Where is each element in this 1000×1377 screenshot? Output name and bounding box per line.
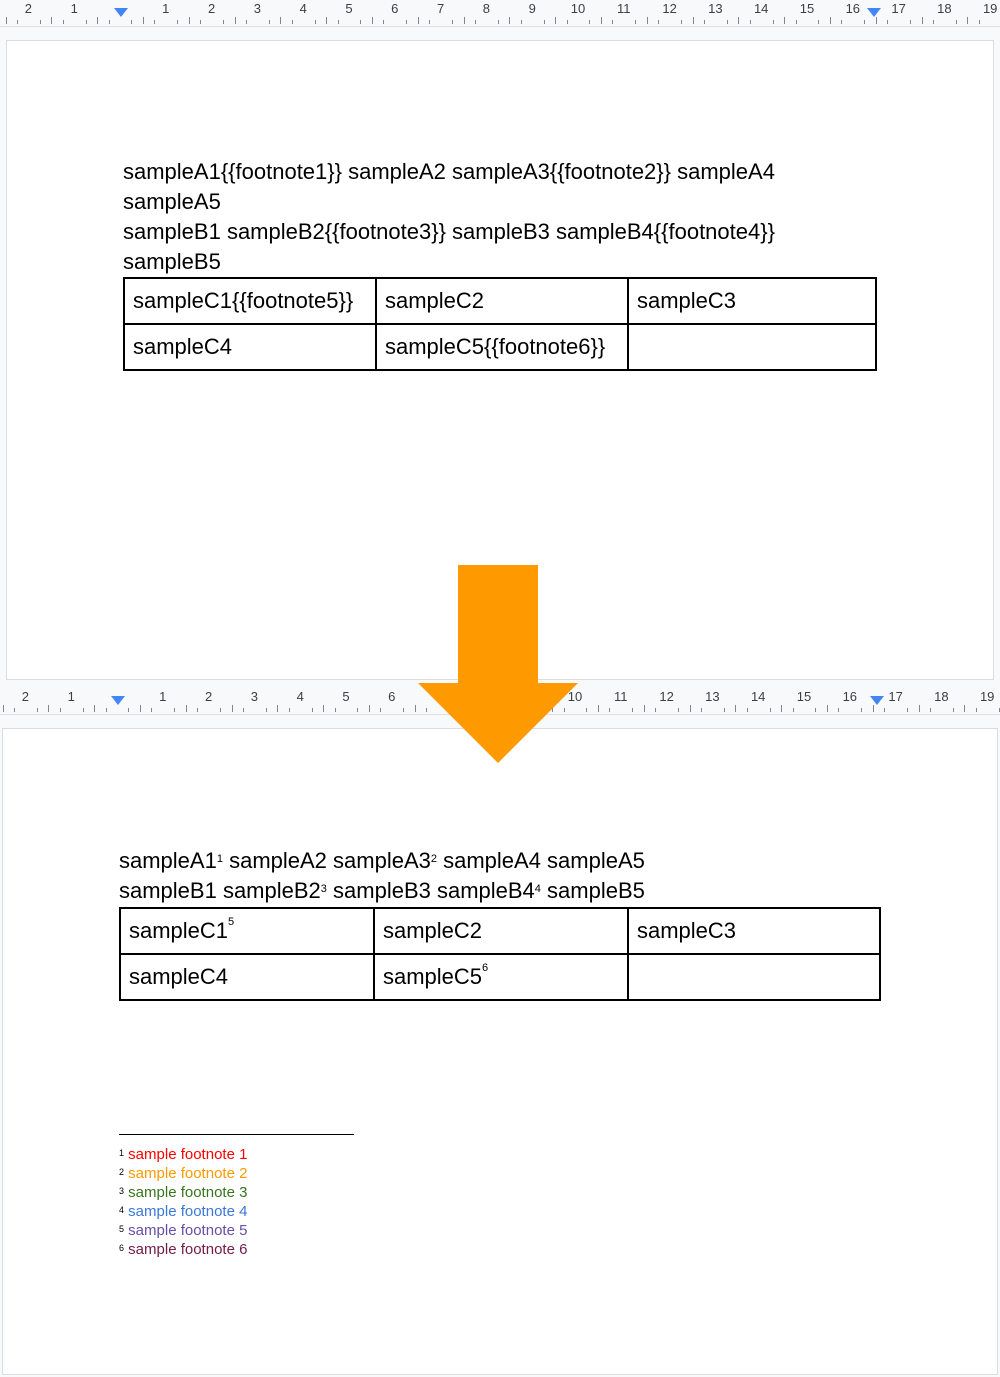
footnote-item: $^1$ sample footnote 1 [119,1146,248,1163]
ruler-label: 13 [708,1,723,16]
ruler-tick [704,20,705,24]
ruler-tick [151,708,152,712]
ruler-label: 1 [159,689,167,704]
ruler-tick [770,708,771,712]
ruler-tick [598,705,599,712]
ruler-label: 2 [24,1,33,16]
ruler-tick [644,705,645,712]
ruler-tick [177,20,178,24]
ruler-tick [60,708,61,712]
ruler-tick [86,20,87,24]
table-cell[interactable]: sampleC3 [628,908,880,954]
ruler-tick [323,705,324,712]
ruler-tick [953,708,954,712]
ruler-tick [131,20,132,24]
ruler-tick [140,705,141,712]
ruler-tick [106,708,107,712]
right-margin-marker-icon[interactable] [867,8,881,17]
ruler-tick [315,20,316,24]
ruler-tick [6,17,7,24]
ruler-tick [784,17,785,24]
ruler-tick [658,20,659,24]
ruler-tick [919,705,920,712]
ruler-tick [97,17,98,24]
ruler-label: 16 [842,689,858,704]
ruler-label: 3 [250,689,259,704]
footnote-item: $^5$ sample footnote 5 [119,1222,248,1239]
ruler-label: 4 [296,689,304,704]
ruler-tick [701,708,702,712]
ruler-tick [815,708,816,712]
ruler-tick [232,705,233,712]
ruler-label: 3 [253,1,262,16]
ruler-label: 17 [888,689,903,704]
ruler-tick [83,708,84,712]
ruler-tick [647,17,648,24]
ruler-label: 18 [937,1,952,16]
footnote-reference[interactable]: 6 [482,962,489,974]
ruler-tick [372,17,373,24]
footnote-reference[interactable]: 5 [228,916,235,928]
ruler-tick [738,17,739,24]
ruler-label: 1 [67,689,75,704]
ruler-label: 11 [617,1,631,16]
table-cell[interactable]: sampleC1{{footnote5}} [124,278,376,324]
ruler-tick [406,20,407,24]
ruler-tick [243,708,244,712]
table-cell[interactable]: sampleC2 [374,908,628,954]
ruler-tick [326,17,327,24]
ruler-tick [189,17,190,24]
right-margin-marker-icon[interactable] [870,696,884,705]
footnote-reference[interactable]: 3 [320,883,327,895]
ruler-label: 1 [70,1,78,16]
ruler-label: 10 [567,689,583,704]
ruler-tick [357,708,358,712]
table-row [120,908,880,954]
ruler-label: 14 [753,1,769,16]
ruler-tick [612,20,613,24]
ruler-label: 4 [299,1,307,16]
ruler-label: 15 [796,689,812,704]
after-paragraph-2: sampleB1 $sampleB2^3$ sampleB3 $sampleB4^4$ sampleB5 [119,878,645,903]
ruler-tick [690,705,691,712]
ruler-tick [922,17,923,24]
ruler-tick [964,705,965,712]
ruler-label: 10 [570,1,586,16]
ruler-label: 2 [207,1,216,16]
ruler-tick [51,17,52,24]
ruler-label: 5 [342,689,350,704]
ruler-tick [369,705,370,712]
ruler-tick [887,20,888,24]
ruler-tick [335,708,336,712]
ruler-label: 12 [659,689,674,704]
ruler-tick [933,20,934,24]
ruler-tick [601,17,602,24]
ruler-tick [907,708,908,712]
ruler-tick [827,705,828,712]
ruler-tick [464,17,465,24]
ruler-tick [976,708,977,712]
ruler-tick [429,20,430,24]
ruler-tick [40,20,41,24]
ruler-tick [589,20,590,24]
ruler-tick [246,20,247,24]
before-paragraph-1: sampleA1{{footnote1}} sampleA2 sampleA3{{footnote2}} sampleA4 [123,159,775,184]
ruler-tick [830,17,831,24]
ruler-tick [289,708,290,712]
ruler-label: 18 [934,689,949,704]
ruler-tick [509,17,510,24]
ruler-tick [586,708,587,712]
ruler-label: 13 [705,689,720,704]
before-paragraph-4: sampleB5 [123,249,221,274]
table-cell[interactable]: $sampleC1^5$ [120,908,374,954]
ruler-tick [143,17,144,24]
footnote-reference[interactable]: 1 [216,853,223,865]
ruler-tick [277,705,278,712]
table-cell[interactable] [628,324,876,370]
after-table [119,907,881,1001]
ruler-label: 7 [436,1,445,16]
indent-marker-icon[interactable] [114,8,128,17]
footnote-item: $^6$ sample footnote 6 [119,1241,248,1258]
footnote-item: $^2$ sample footnote 2 [119,1165,248,1182]
ruler-tick [632,708,633,712]
ruler-tick [609,708,610,712]
after-paragraph-1: $sampleA1^1$ sampleA2 $sampleA3^2$ sampleA4 sampleA5 [119,848,645,873]
ruler-tick [235,17,236,24]
ruler-label: 8 [482,1,491,16]
ruler-label: 1 [162,1,170,16]
ruler-tick [383,20,384,24]
ruler-tick [979,20,980,24]
footnote-reference[interactable]: 4 [534,883,541,895]
ruler-tick [967,17,968,24]
ruler-tick [544,20,545,24]
ruler-tick [750,20,751,24]
table-row [124,278,876,324]
ruler-tick [864,20,865,24]
ruler-tick [793,708,794,712]
table-row [120,954,880,1000]
ruler-label: 9 [528,1,536,16]
ruler-tick [498,20,499,24]
before-table [123,277,877,371]
ruler-tick [861,708,862,712]
ruler-tick [452,20,453,24]
ruler-tick [415,705,416,712]
ruler-label: 17 [891,1,906,16]
ruler-tick [380,708,381,712]
ruler-tick [635,20,636,24]
ruler-tick [220,708,221,712]
ruler-label: 14 [750,689,766,704]
ruler-tick [223,20,224,24]
ruler-tick [292,20,293,24]
table-cell[interactable]: sampleC3 [628,278,876,324]
ruler-tick [94,705,95,712]
ruler-tick [876,17,877,24]
ruler-label: 19 [979,689,995,704]
ruler-tick [773,20,774,24]
ruler-top[interactable] [0,0,1000,27]
ruler-tick [14,708,15,712]
ruler-tick [266,708,267,712]
before-paragraph-3: sampleB1 sampleB2{{footnote3}} sampleB3 sampleB4{{footnote4}} [123,219,775,244]
ruler-tick [655,708,656,712]
table-row [124,324,876,370]
ruler-tick [910,20,911,24]
ruler-label: 11 [614,689,628,704]
ruler-tick [48,705,49,712]
ruler-tick [841,20,842,24]
page-after [2,728,998,1375]
table-cell[interactable]: $sampleC5^6$ [374,954,628,1000]
ruler-tick [312,708,313,712]
ruler-tick [999,708,1000,712]
ruler-tick [475,20,476,24]
ruler-label: 6 [391,1,399,16]
ruler-tick [873,705,874,712]
ruler-tick [727,20,728,24]
ruler-tick [838,708,839,712]
ruler-tick [678,708,679,712]
ruler-tick [884,708,885,712]
ruler-label: 12 [662,1,677,16]
ruler-tick [693,17,694,24]
table-cell[interactable]: sampleC2 [376,278,628,324]
ruler-tick [403,708,404,712]
footnote-item: $^4$ sample footnote 4 [119,1203,248,1220]
ruler-tick [128,708,129,712]
ruler-tick [3,705,4,712]
ruler-tick [197,708,198,712]
ruler-tick [63,20,64,24]
footnote-item: $^3$ sample footnote 3 [119,1184,248,1201]
indent-marker-icon[interactable] [111,696,125,705]
ruler-tick [360,20,361,24]
ruler-tick [338,20,339,24]
ruler-tick [37,708,38,712]
ruler-tick [109,20,110,24]
ruler-tick [956,20,957,24]
footnote-reference[interactable]: 2 [430,853,437,865]
ruler-label: 5 [345,1,353,16]
ruler-tick [781,705,782,712]
ruler-label: 2 [204,689,213,704]
ruler-tick [796,20,797,24]
ruler-tick [200,20,201,24]
table-cell[interactable]: sampleC4 [120,954,374,1000]
ruler-tick [747,708,748,712]
footnote-list [119,1145,247,1259]
ruler-tick [418,17,419,24]
ruler-tick [724,708,725,712]
ruler-tick [186,705,187,712]
table-cell[interactable]: sampleC5{{footnote6}} [376,324,628,370]
ruler-label: 19 [982,1,998,16]
footnote-separator [119,1134,354,1135]
ruler-tick [818,20,819,24]
ruler-tick [681,20,682,24]
ruler-label: 15 [799,1,815,16]
ruler-tick [174,708,175,712]
ruler-tick [269,20,270,24]
ruler-tick [17,20,18,24]
ruler-label: 16 [845,1,861,16]
ruler-label: 2 [21,689,30,704]
arrow-down-icon [418,565,583,765]
table-cell[interactable] [628,954,880,1000]
ruler-tick [154,20,155,24]
ruler-tick [735,705,736,712]
before-paragraph-2: sampleA5 [123,189,221,214]
ruler-tick [521,20,522,24]
ruler-label: 6 [388,689,396,704]
table-cell[interactable]: sampleC4 [124,324,376,370]
ruler-tick [280,17,281,24]
ruler-tick [930,708,931,712]
ruler-tick [555,17,556,24]
ruler-tick [567,20,568,24]
